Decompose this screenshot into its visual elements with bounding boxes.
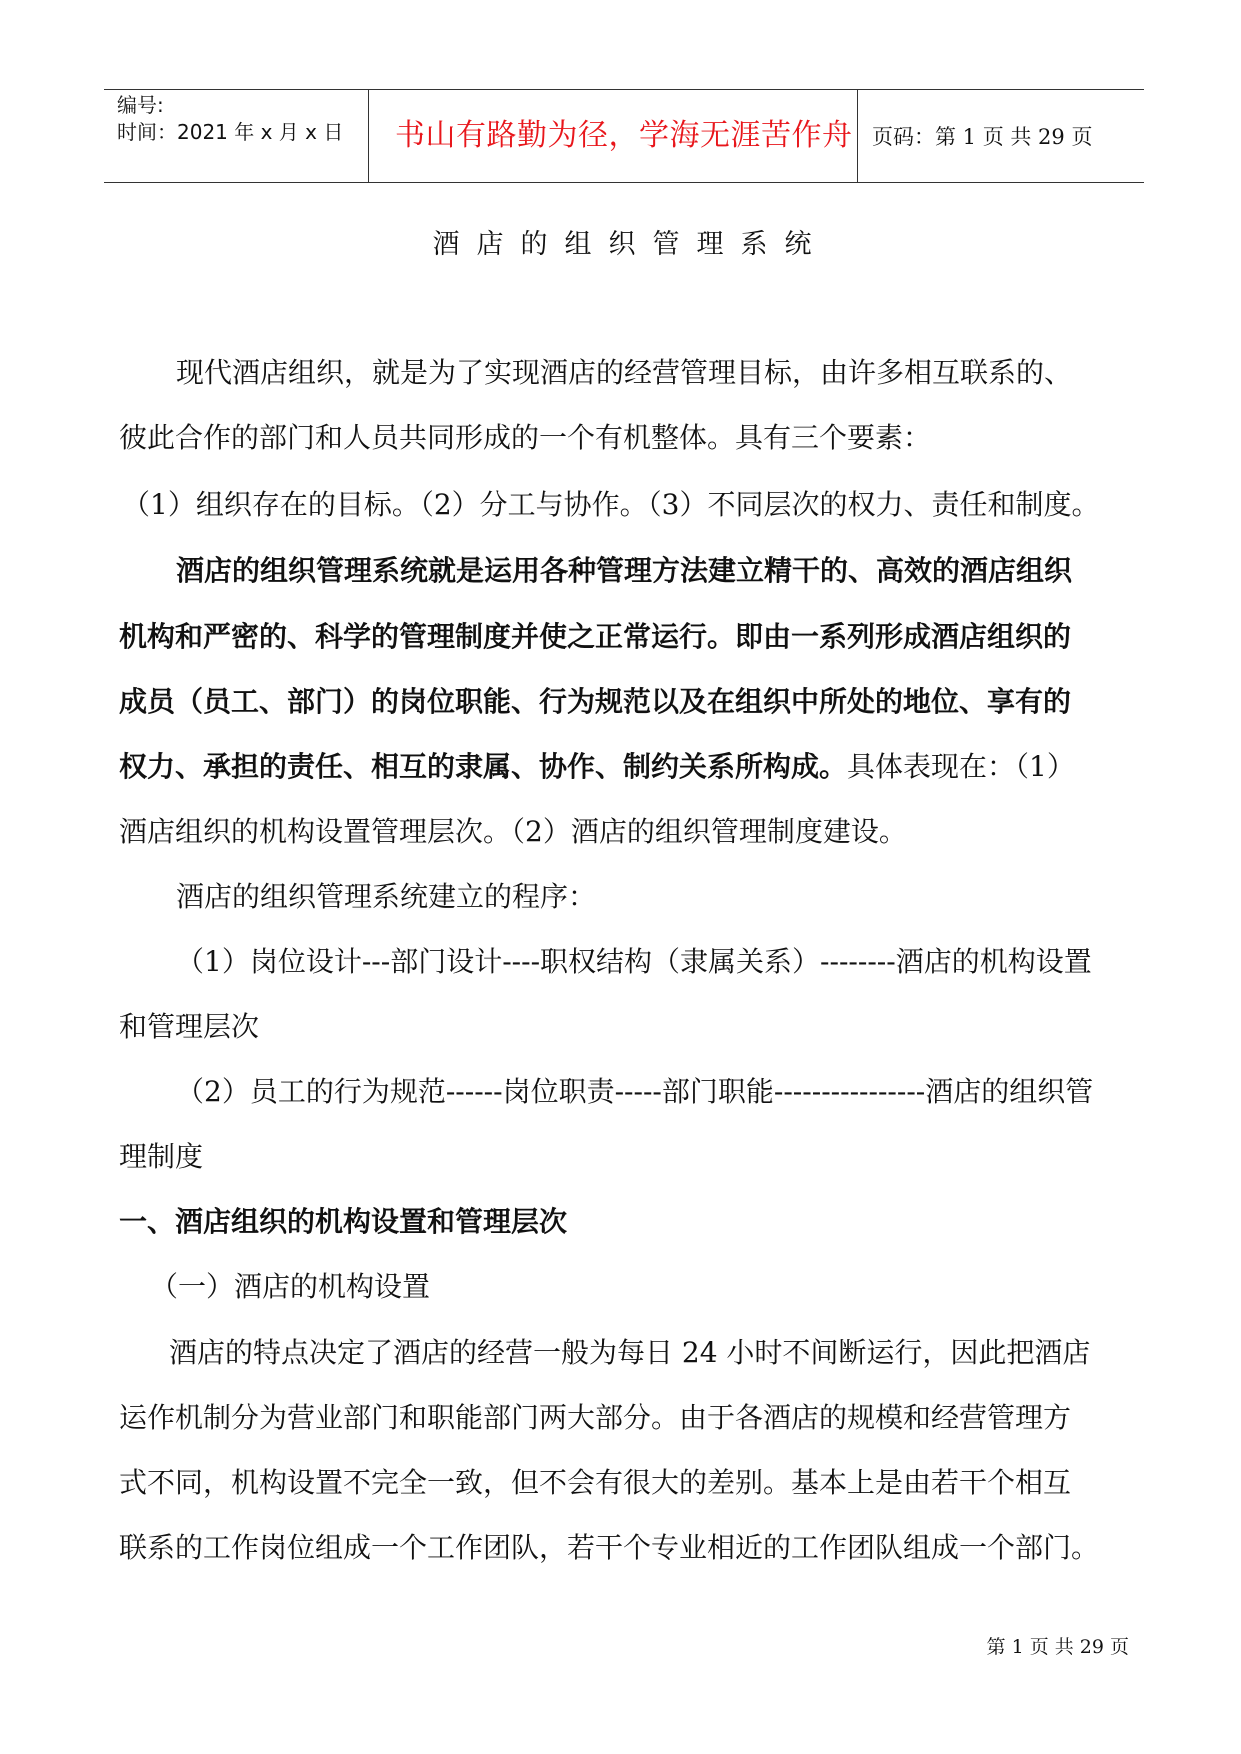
paragraph-2-line-1: 酒店的组织管理系统就是运用各种管理方法建立精干的、高效的酒店组织 xyxy=(176,554,1073,587)
document-title: 酒店的组织管理系统 xyxy=(432,229,829,260)
header-divider-right xyxy=(857,89,858,182)
paragraph-2-line-3: 成员（员工、部门）的岗位职能、行为规范以及在组织中所处的地位、享有的 xyxy=(119,685,1072,718)
header-time-label: 时间：2021 年 x 月 x 日 xyxy=(117,120,344,144)
paragraph-1-line-3: （1）组织存在的目标。（2）分工与协作。（3）不同层次的权力、责任和制度。 xyxy=(122,488,1100,521)
paragraph-6-line-4: 联系的工作岗位组成一个工作团队，若干个专业相近的工作团队组成一个部门。 xyxy=(119,1531,1100,1564)
header-divider-left xyxy=(368,89,369,182)
paragraph-2-line-4 xyxy=(119,749,1075,785)
header-number-label: 编号: xyxy=(117,93,164,117)
paragraph-3: 酒店的组织管理系统建立的程序： xyxy=(176,880,597,913)
paragraph-2-line-4-bold: 权力、承担的责任、相互的隶属、协作、制约关系所构成。 xyxy=(119,750,848,783)
paragraph-5-line-1: （2）员工的行为规范------岗位职责-----部门职能----------------酒店的组织管 xyxy=(176,1075,1094,1108)
header-page-info: 页码：第 1 页 共 29 页 xyxy=(872,125,1093,149)
paragraph-4-line-1: （1）岗位设计---部门设计----职权结构（隶属关系）--------酒店的机构设置 xyxy=(176,945,1092,978)
paragraph-4-line-2: 和管理层次 xyxy=(119,1010,260,1043)
paragraph-2-line-5: 酒店组织的机构设置管理层次。（2）酒店的组织管理制度建设。 xyxy=(119,815,907,848)
paragraph-1-line-1: 现代酒店组织，就是为了实现酒店的经营管理目标，由许多相互联系的、 xyxy=(176,356,1073,389)
header-bottom-rule xyxy=(104,182,1144,183)
header-motto: 书山有路勤为径，学海无涯苦作舟 xyxy=(395,118,853,153)
paragraph-6-line-3: 式不同，机构设置不完全一致，但不会有很大的差别。基本上是由若干个相互 xyxy=(119,1466,1072,1499)
paragraph-6-line-1: 酒店的特点决定了酒店的经营一般为每日 24 小时不间断运行，因此把酒店 xyxy=(169,1336,1091,1369)
paragraph-6-line-2: 运作机制分为营业部门和职能部门两大部分。由于各酒店的规模和经营管理方 xyxy=(119,1401,1072,1434)
section-heading-1: 一、酒店组织的机构设置和管理层次 xyxy=(119,1205,568,1238)
subsection-heading-1: （一）酒店的机构设置 xyxy=(150,1270,431,1303)
footer-page-number: 第 1 页 共 29 页 xyxy=(986,1636,1129,1658)
header-top-rule xyxy=(104,89,1144,90)
paragraph-2-line-4-normal: 具体表现在：（1） xyxy=(847,750,1075,783)
paragraph-5-line-2: 理制度 xyxy=(119,1140,204,1173)
paragraph-1-line-2: 彼此合作的部门和人员共同形成的一个有机整体。具有三个要素： xyxy=(119,421,932,454)
paragraph-2-line-2: 机构和严密的、科学的管理制度并使之正常运行。即由一系列形成酒店组织的 xyxy=(119,620,1072,653)
